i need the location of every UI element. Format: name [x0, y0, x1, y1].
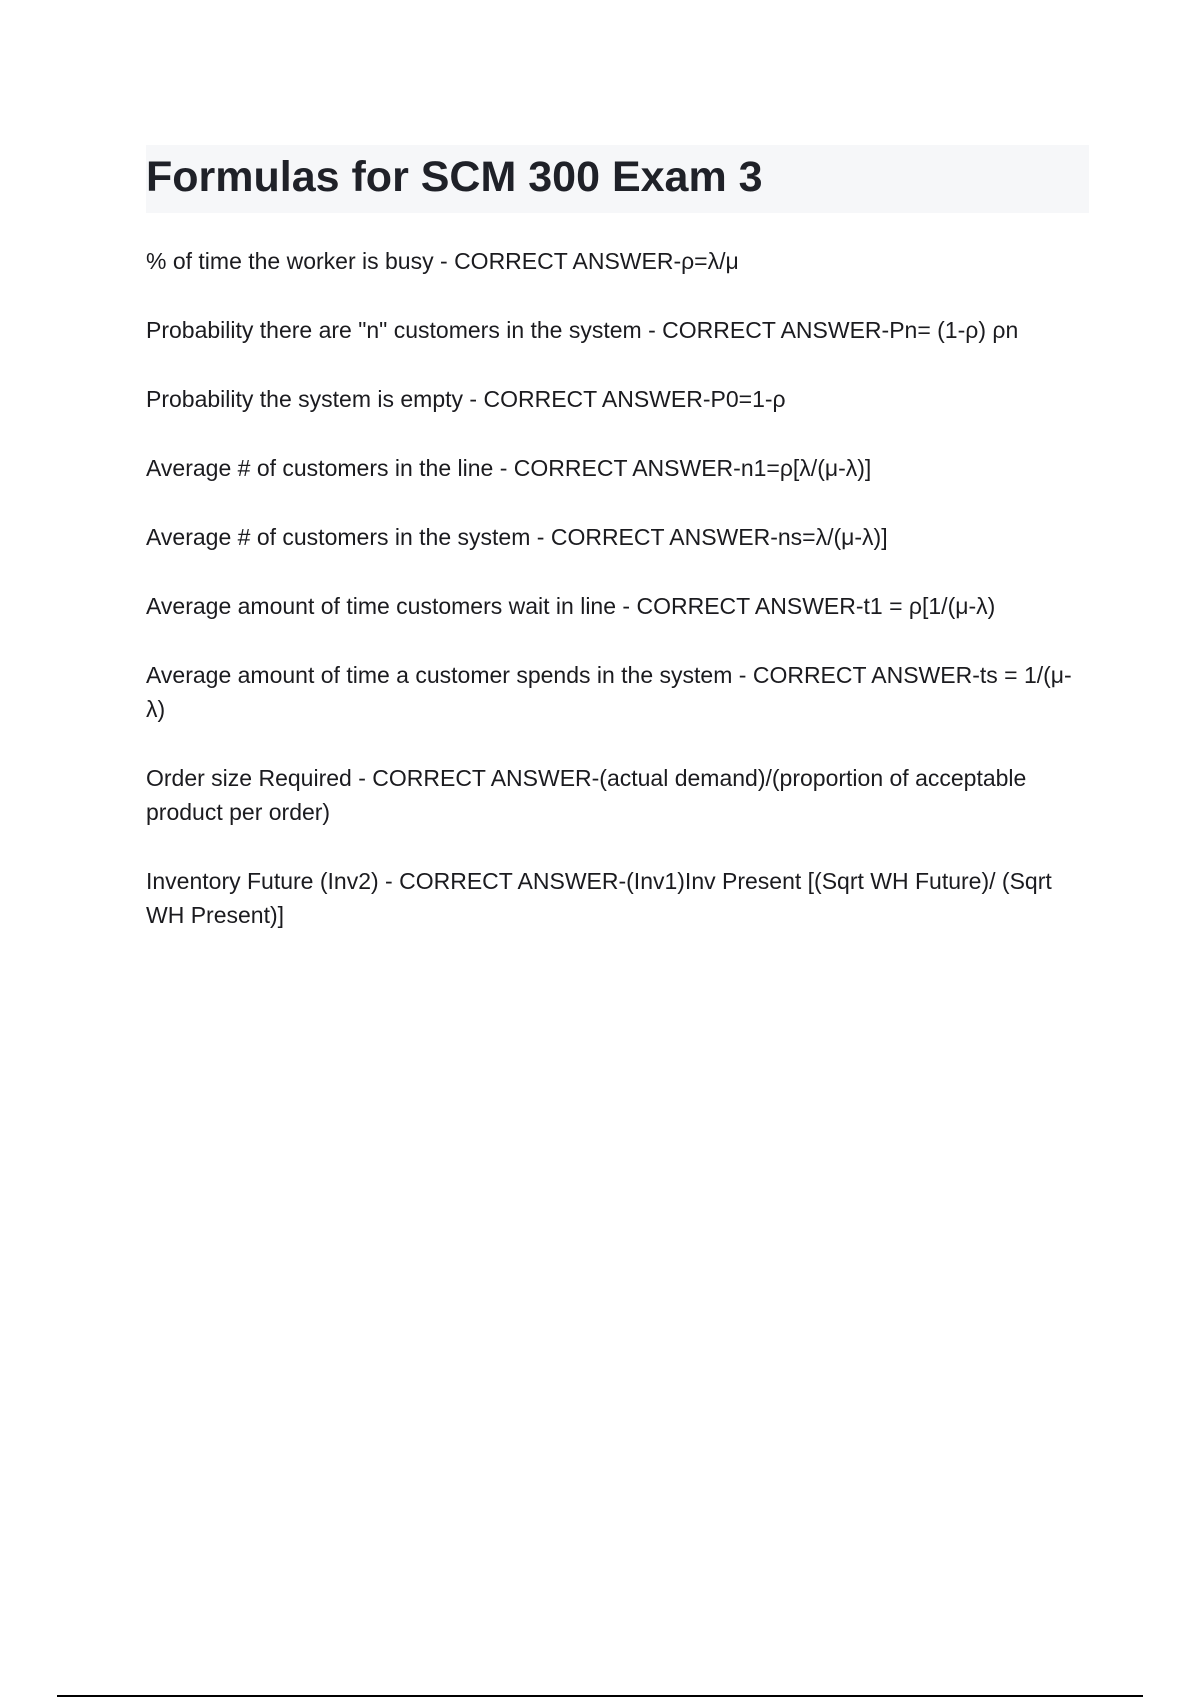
formula-separator: -	[351, 765, 373, 791]
formula-separator: -	[493, 455, 514, 481]
formula-answer: CORRECT ANSWER-ts = 1/(μ-λ)	[146, 662, 1072, 722]
formula-question: % of time the worker is busy	[146, 248, 434, 274]
formula-answer: CORRECT ANSWER-ρ=λ/μ	[454, 248, 739, 274]
formula-item	[146, 658, 1076, 726]
title-banner	[146, 145, 1089, 213]
formula-answer: CORRECT ANSWER-n1=ρ[λ/(μ-λ)]	[513, 455, 872, 481]
footer-rule	[57, 1695, 1143, 1697]
formula-answer: CORRECT ANSWER-ns=λ/(μ-λ)]	[550, 524, 888, 550]
formula-answer: CORRECT ANSWER-t1 = ρ[1/(μ-λ)	[636, 593, 996, 619]
formula-separator: -	[378, 868, 400, 894]
formula-separator: -	[530, 524, 551, 550]
formula-item	[146, 520, 1076, 554]
formula-item	[146, 864, 1076, 932]
formula-question: Average # of customers in the system	[146, 524, 531, 550]
formula-item	[146, 244, 1076, 278]
formula-item	[146, 761, 1076, 829]
page-title: Formulas for SCM 300 Exam 3	[146, 153, 763, 201]
formula-question: Average amount of time customers wait in line	[146, 593, 617, 619]
formula-answer: CORRECT ANSWER-(Inv1)Inv Present [(Sqrt WH Future)/ (Sqrt WH Present)]	[146, 868, 1059, 928]
formula-separator: -	[732, 662, 753, 688]
formula-answer: CORRECT ANSWER-Pn= (1-ρ) ρn	[662, 317, 1019, 343]
formula-question: Order size Required	[146, 765, 352, 791]
formula-question: Probability the system is empty	[146, 386, 464, 412]
formula-item	[146, 382, 1076, 416]
formula-answer: CORRECT ANSWER-(actual demand)/(proportion of acceptable product per order)	[146, 765, 1033, 825]
formula-question: Average # of customers in the line	[146, 455, 494, 481]
formula-separator: -	[616, 593, 637, 619]
formula-item	[146, 313, 1076, 347]
formula-question: Inventory Future (Inv2)	[146, 868, 379, 894]
formula-item	[146, 451, 1076, 485]
formula-separator: -	[433, 248, 455, 274]
formula-separator: -	[463, 386, 484, 412]
formula-item	[146, 589, 1076, 623]
formula-question: Average amount of time a customer spends in the system	[146, 662, 733, 688]
formula-answer: CORRECT ANSWER-P0=1-ρ	[483, 386, 786, 412]
formula-question: Probability there are "n" customers in the system	[146, 317, 642, 343]
formula-separator: -	[641, 317, 663, 343]
formula-list	[146, 244, 1076, 967]
